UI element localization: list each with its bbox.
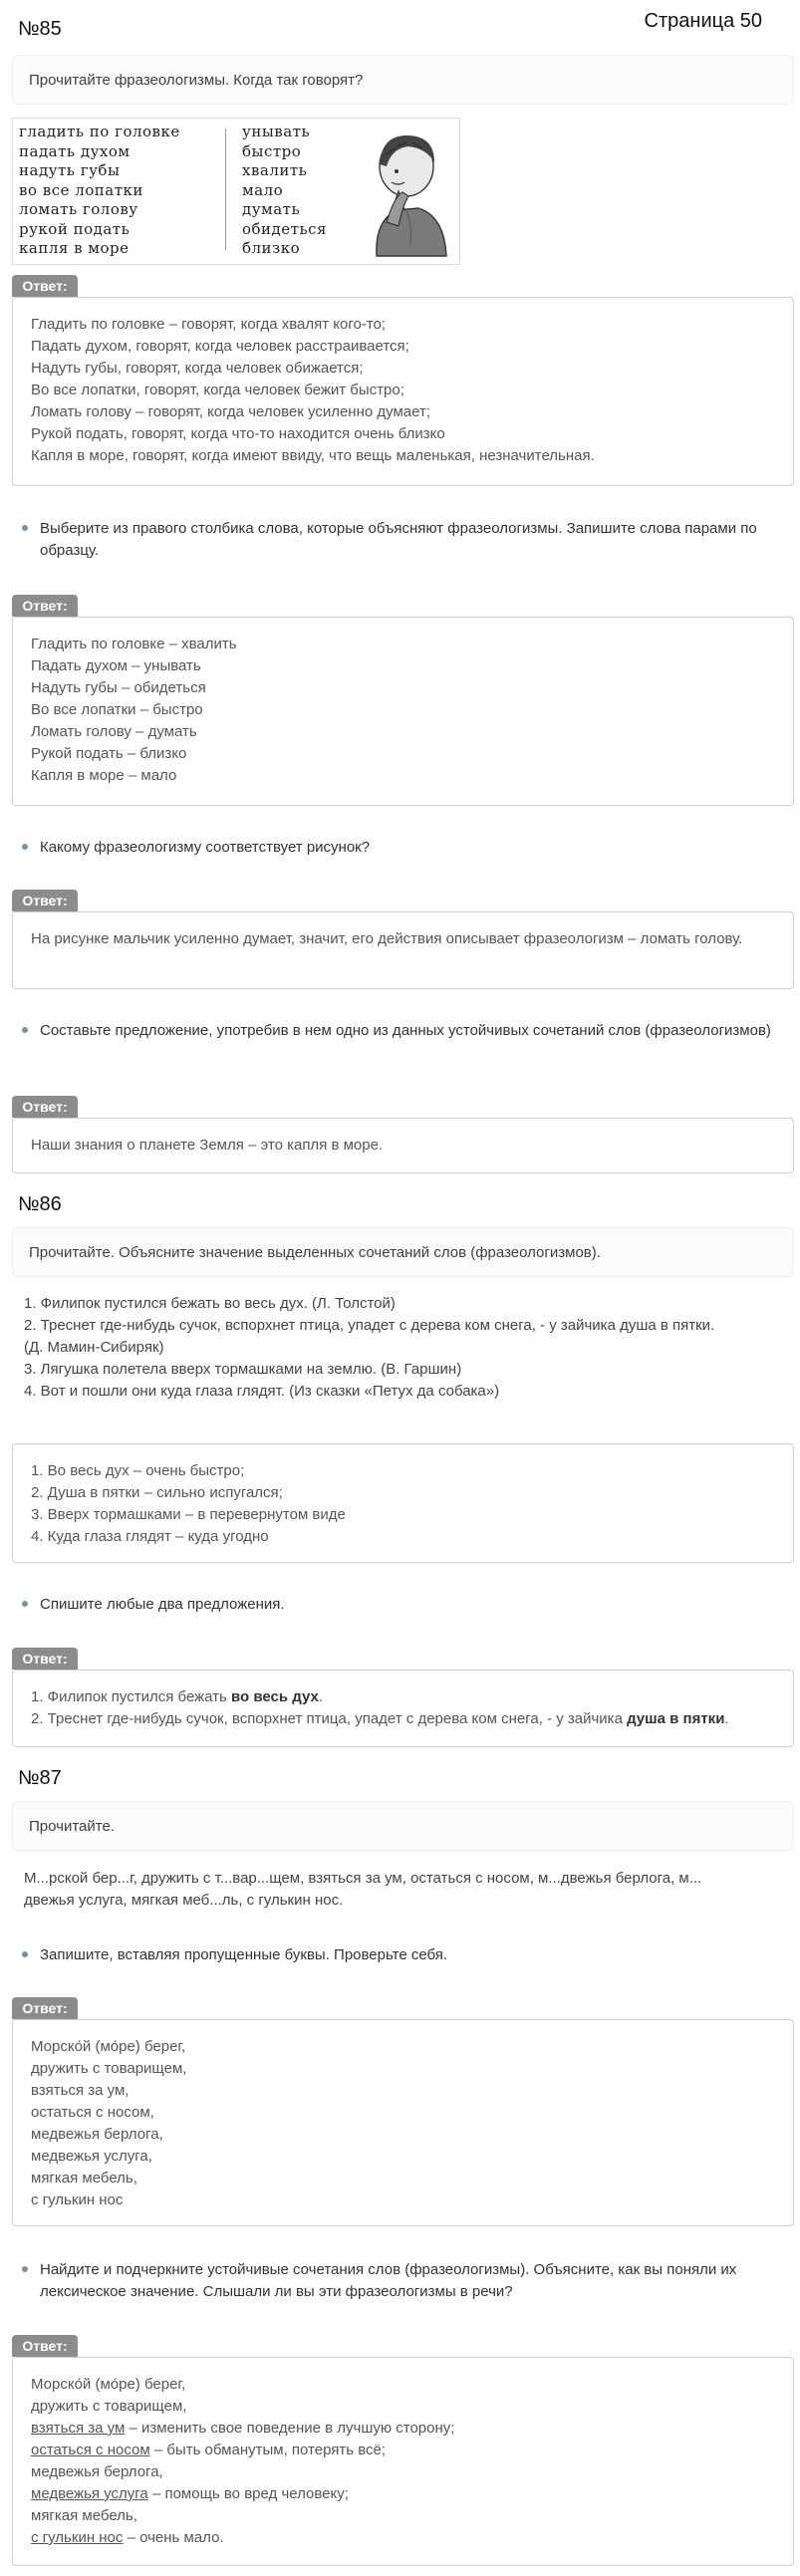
task-bullet xyxy=(22,1944,779,1966)
answer-line: медвежья услуга, xyxy=(31,2148,152,2165)
table-right-column xyxy=(242,123,327,259)
bullet-dot xyxy=(22,2266,28,2272)
answer-line: Рукой подать, говорят, когда что-то находится очень близко xyxy=(31,425,445,442)
exercise-85-number: №85 xyxy=(18,18,62,40)
question-text: Прочитайте фразеологизмы. Когда так говорят? xyxy=(29,71,364,89)
task-bullet xyxy=(22,2259,779,2303)
answer-line: взяться за ум, xyxy=(31,2082,130,2099)
bullet-dot xyxy=(22,1027,28,1033)
question-text: Прочитайте. Объясните значение выделенных сочетаний слов (фразеологизмов). xyxy=(29,1243,601,1261)
task-bullet xyxy=(22,518,779,562)
answer-line xyxy=(31,2527,775,2549)
answer-line: Надуть губы – обидеться xyxy=(31,679,206,696)
answer-line: Надуть губы, говорят, когда человек обижается; xyxy=(31,360,364,377)
answer-line: Рукой подать – близко xyxy=(31,745,187,762)
answer-line xyxy=(31,2483,775,2505)
table-right-item: обидеться xyxy=(242,219,328,238)
answer-box xyxy=(12,2019,794,2226)
text-line: двежья услуга, мягкая меб...ль, с гулькин нос. xyxy=(24,1892,344,1909)
task-text: Выберите из правого столбика слова, которые объясняют фразеологизмы. Запишите слова парами по образцу. xyxy=(40,520,757,559)
answer-tag: Ответ: xyxy=(12,1997,78,2019)
text-line: 3. Лягушка полетела вверх тормашками на землю. (В. Гаршин) xyxy=(24,1361,462,1378)
table-left-item: во все лопатки xyxy=(19,180,143,199)
table-right-item: близко xyxy=(242,239,301,257)
answer-text: 2. Треснет где-нибудь сучок, вспорхнет птица, упадет с дерева ком снега, - у зайчика xyxy=(31,1710,628,1727)
answer-line: Ломать голову – думать xyxy=(31,723,197,740)
answer-text: 1. Филипок пустился бежать xyxy=(31,1688,232,1705)
task-text: Какому фразеологизму соответствует рисунок? xyxy=(40,839,371,856)
answer-box xyxy=(12,297,794,486)
answer-text: – помощь во вред человеку; xyxy=(147,2485,349,2502)
answer-line: Морско́й (мо́ре) берег, xyxy=(31,2376,186,2393)
task-text: Найдите и подчеркните устойчивые сочетания слов (фразеологизмы). Объясните, как вы поняли их лексическое значение. Слышали ли вы эти фразеологизмы в речи? xyxy=(40,2261,737,2300)
exercise-85-question xyxy=(12,55,794,105)
underlined-phrase: с гулькин нос xyxy=(31,2529,124,2546)
answer-line: Капля в море, говорят, когда имеют ввиду, что вещь маленькая, незначительная. xyxy=(31,447,595,464)
table-left-item: ломать голову xyxy=(19,200,138,218)
answer-text: – изменить свое поведение в лучшую сторону; xyxy=(125,2420,455,2437)
table-left-item: гладить по головке xyxy=(19,123,180,140)
exercise-86-question xyxy=(12,1227,794,1277)
answer-line: дружить с товарищем, xyxy=(31,2060,187,2077)
text-line: (Д. Мамин-Сибиряк) xyxy=(24,1339,164,1356)
answer-box xyxy=(12,1670,794,1747)
answer-line xyxy=(31,1708,775,1730)
answer-bold-phrase: во весь дух xyxy=(231,1688,319,1705)
answer-box xyxy=(12,911,794,989)
answer-line: 2. Душа в пятки – сильно испугался; xyxy=(31,1484,283,1501)
answer-tag: Ответ: xyxy=(12,275,78,297)
answer-tag: Ответ: xyxy=(12,890,78,911)
answer-text: . xyxy=(724,1710,729,1727)
answer-line: На рисунке мальчик усиленно думает, значит, его действия описывает фразеологизм – ломать голову. xyxy=(31,930,743,947)
task-text: Запишите, вставляя пропущенные буквы. Проверьте себя. xyxy=(40,1946,448,1963)
answer-line: мягкая мебель, xyxy=(31,2170,137,2187)
table-right-item: быстро xyxy=(242,141,302,160)
answer-line: Падать духом, говорят, когда человек расстраивается; xyxy=(31,338,409,355)
answer-text: – очень мало. xyxy=(123,2529,224,2546)
exercise-86-number: №86 xyxy=(18,1193,62,1215)
answer-box xyxy=(12,1443,794,1563)
task-bullet xyxy=(22,1020,779,1042)
answer-line: медвежья берлога, xyxy=(31,2463,163,2480)
bullet-dot xyxy=(22,1951,28,1957)
text-line: 1. Филипок пустился бежать во весь дух. (Л. Толстой) xyxy=(24,1295,396,1312)
answer-line: Капля в море – мало xyxy=(31,767,177,784)
exercise-87-text xyxy=(24,1868,781,1912)
answer-line: Во все лопатки – быстро xyxy=(31,701,203,718)
question-text: Прочитайте. xyxy=(29,1817,115,1835)
answer-line: дружить с товарищем, xyxy=(31,2398,187,2415)
underlined-phrase: остаться с носом xyxy=(31,2442,150,2458)
bullet-dot xyxy=(22,1601,28,1607)
thinking-boy-illustration xyxy=(347,127,456,260)
table-left-column xyxy=(19,123,180,259)
answer-line: Гладить по головке – говорят, когда хвалят кого-то; xyxy=(31,316,387,333)
answer-tag: Ответ: xyxy=(12,1096,78,1118)
answer-line: Наши знания о планете Земля – это капля в море. xyxy=(31,1137,384,1154)
text-line: 4. Вот и пошли они куда глаза глядят. (Из сказки «Петух да собака») xyxy=(24,1383,500,1400)
answer-line xyxy=(31,2418,775,2440)
answer-line: Гладить по головке – хвалить xyxy=(31,636,237,652)
text-line: 2. Треснет где-нибудь сучок, вспорхнет птица, упадет с дерева ком снега, - у зайчика душа в пятки. xyxy=(24,1317,715,1334)
exercise-86-text xyxy=(24,1293,781,1403)
answer-line: с гулькин нос xyxy=(31,2191,124,2208)
answer-line: мягкая мебель, xyxy=(31,2507,137,2524)
answer-tag: Ответ: xyxy=(12,1648,78,1670)
answer-line xyxy=(31,2440,775,2461)
bullet-dot xyxy=(22,525,28,531)
bullet-dot xyxy=(22,844,28,850)
table-right-item: хвалить xyxy=(242,161,308,179)
answer-line: 4. Куда глаза глядят – куда угодно xyxy=(31,1528,269,1545)
table-right-item: унывать xyxy=(242,123,311,140)
answer-text: . xyxy=(318,1688,324,1705)
table-left-item: надуть губы xyxy=(19,161,121,179)
answer-line: медвежья берлога, xyxy=(31,2126,163,2143)
answer-bold-phrase: душа в пятки xyxy=(627,1710,725,1727)
text-line: М...рской бер...г, дружить с т...вар...щем, взяться за ум, остаться с носом, м...двежья берлога, м... xyxy=(24,1870,702,1887)
answer-tag: Ответ: xyxy=(12,2335,78,2357)
table-right-item: думать xyxy=(242,200,301,218)
table-right-item: мало xyxy=(242,180,284,199)
answer-line: 1. Во весь дух – очень быстро; xyxy=(31,1462,245,1479)
underlined-phrase: медвежья услуга xyxy=(31,2485,148,2502)
table-left-item: падать духом xyxy=(19,141,131,160)
task-text: Составьте предложение, употребив в нем одно из данных устойчивых сочетаний слов (фразеологизмов) xyxy=(40,1022,771,1039)
answer-line: Морско́й (мо́ре) берег, xyxy=(31,2038,186,2055)
page-number: Страница 50 xyxy=(644,10,762,32)
answer-text: – быть обманутым, потерять всё; xyxy=(149,2442,387,2458)
answer-line xyxy=(31,1686,775,1708)
exercise-87-question xyxy=(12,1801,794,1851)
answer-line: остаться с носом, xyxy=(31,2104,154,2121)
answer-line: Падать духом – унывать xyxy=(31,657,201,674)
answer-line: Во все лопатки, говорят, когда человек бежит быстро; xyxy=(31,382,404,398)
exercise-87-number: №87 xyxy=(18,1767,62,1789)
answer-line: 3. Вверх тормашками – в перевернутом виде xyxy=(31,1506,346,1523)
answer-tag: Ответ: xyxy=(12,595,78,617)
table-left-item: капля в море xyxy=(19,239,130,257)
answer-box xyxy=(12,617,794,806)
task-text: Спишите любые два предложения. xyxy=(40,1596,285,1613)
table-left-item: рукой подать xyxy=(19,219,131,238)
answer-line: Ломать голову – говорят, когда человек усиленно думает; xyxy=(31,403,430,420)
phraseology-table xyxy=(12,118,460,265)
task-bullet xyxy=(22,837,779,859)
task-bullet xyxy=(22,1594,779,1616)
answer-box xyxy=(12,2357,794,2566)
underlined-phrase: взяться за ум xyxy=(31,2420,126,2437)
table-divider xyxy=(225,129,226,250)
answer-box xyxy=(12,1118,794,1173)
